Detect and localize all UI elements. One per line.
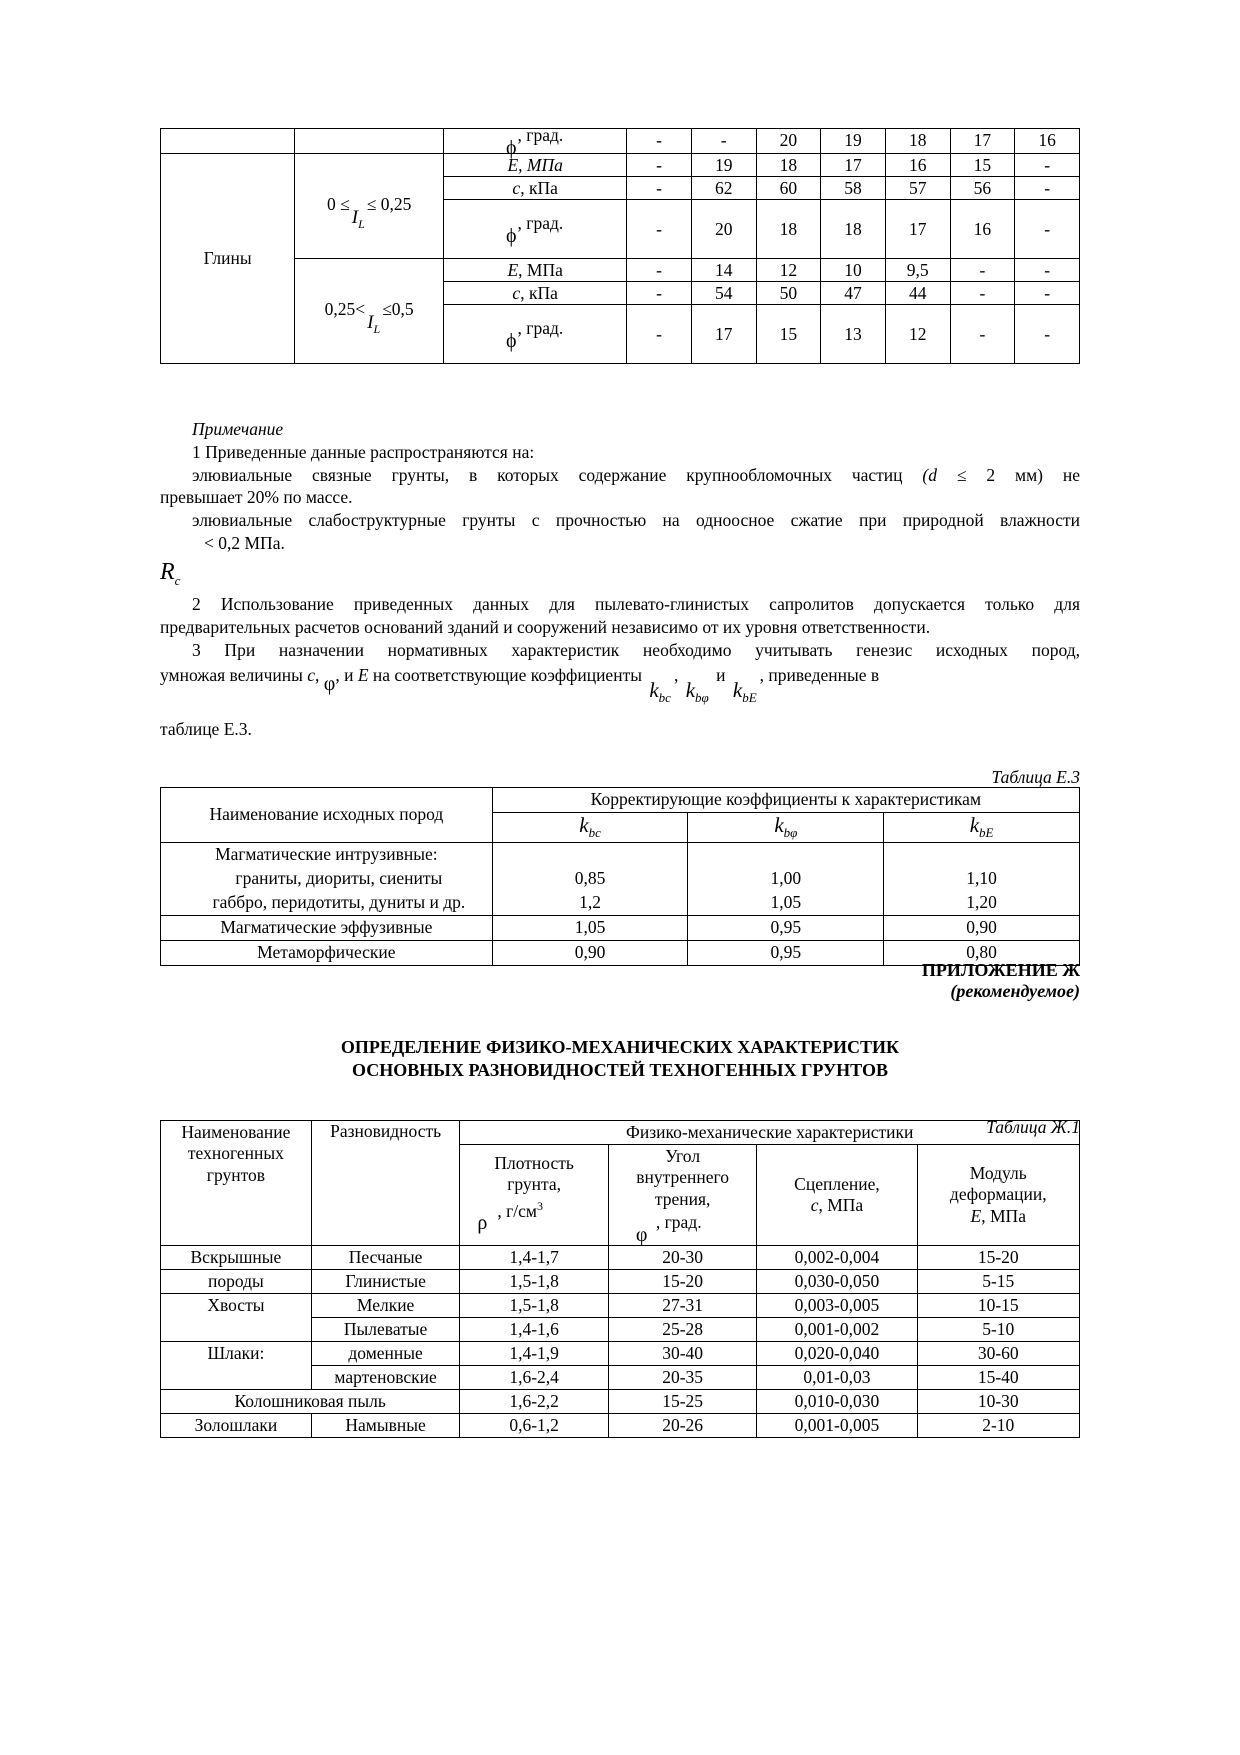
phi-unit: , град. [517,318,564,339]
cell-value: 12 [885,305,950,364]
cell-soil-name: Глины [161,154,295,364]
cell-value: 58 [821,177,886,200]
cell-characteristic: c, кПа [444,177,627,200]
note-item-1: 1 Приведенные данные распространяются на: [192,441,535,462]
table-row [161,1390,1080,1414]
cell-density: 1,6-2,2 [460,1390,609,1414]
cell-density: 1,5-1,8 [460,1270,609,1294]
rc-symbol: $R_c$ [160,558,181,588]
cell-k-bc: 0,85 [492,867,688,891]
il-symbol: $I_L$ [367,312,381,337]
cell-cohesion: 0,01-0,03 [757,1366,917,1390]
rc-subscript: c [174,572,181,588]
cell-angle: 20-26 [608,1414,757,1438]
cell-rock-name: Магматические интрузивные: [161,842,493,867]
cell-k-bE: 1,20 [884,891,1080,916]
cell-k-bphi: 1,05 [688,891,884,916]
cell-rock-name: габбро, перидотиты, дуниты и др. [161,891,493,916]
cell-value: 60 [756,177,821,200]
note-item-1a-line2: превышает 20% по массе. [160,487,353,508]
table-row [161,154,1080,177]
cell-value: - [627,200,692,259]
cell-cohesion: 0,002-0,004 [757,1246,917,1270]
cell-value: - [950,259,1015,282]
cell-value: 47 [821,282,886,305]
cell-value: 18 [756,154,821,177]
cell-k-bc: 0,90 [492,940,688,965]
cell-value: 54 [691,282,756,305]
cell-value: 50 [756,282,821,305]
cell-value: - [1015,200,1080,259]
phi-symbol: ϕ [506,330,517,353]
note-item-3-line1: 3 При назначении нормативных характеристик необходимо учитывать генезис исходных пород, [192,639,1080,660]
cell-value: - [627,129,692,154]
cell-value: 13 [821,305,886,364]
cell-density: 1,4-1,6 [460,1318,609,1342]
table-row [161,129,1080,154]
cell-cohesion: 0,001-0,002 [757,1318,917,1342]
appendix-title-line2: ОСНОВНЫХ РАЗНОВИДНОСТЕЙ ТЕХНОГЕННЫХ ГРУНТОВ [352,1060,888,1081]
cell-soil-name: Золошлаки [161,1414,312,1438]
k-bE-symbol: $k_{bE}$ [732,678,757,706]
cell-value: - [627,177,692,200]
cell-value: 17 [950,129,1015,154]
phi-symbol: ϕ [506,225,517,248]
cell-value: - [627,259,692,282]
cell-soil-name: Шлаки: [161,1342,312,1390]
table-row [161,1270,1080,1294]
cell-cohesion: 0,001-0,005 [757,1414,917,1438]
appendix-heading-block [160,960,1080,1138]
soil-characteristics-table [160,125,1080,364]
cell-soil-name: Хвосты [161,1294,312,1342]
cell-value: 20 [756,129,821,154]
cell-value: 15 [756,305,821,364]
phi-symbol: φ [635,1224,648,1247]
cell-value: 56 [950,177,1015,200]
table-zh1 [160,1120,1080,1438]
phi-unit: , град. [517,125,564,145]
cell-value: - [950,305,1015,364]
table-row [161,1342,1080,1366]
header-density: Плотность грунта, ρ , $г/см^3$ [460,1145,609,1246]
cell-rock-name: Магматические эффузивные [161,915,493,940]
cell-cohesion: 0,003-0,005 [757,1294,917,1318]
note-item-1b-line1: элювиальные слабоструктурные грунты с прочностью на одноосное сжатие при природной влажности [192,510,1080,530]
cell-characteristic: E, МПа [444,259,627,282]
cell-density: 1,4-1,7 [460,1246,609,1270]
cell-k-bE: 0,80 [884,940,1080,965]
cell-value: 18 [756,200,821,259]
cell-variety: доменные [311,1342,460,1366]
note-item-1b-line2: < 0,2 МПа. [204,532,285,553]
cell-value: 18 [885,129,950,154]
header-variety: Разновидность [311,1121,460,1246]
cell-value: 19 [821,129,886,154]
cell-value: 16 [950,200,1015,259]
cell-characteristic: E, МПа [444,154,627,177]
cell-cohesion: 0,010-0,030 [757,1390,917,1414]
cell-k-bc: 1,2 [492,891,688,916]
cell-k-bphi: 0,95 [688,915,884,940]
cell-value: 20 [691,200,756,259]
cell-value: 62 [691,177,756,200]
cell-value: 19 [691,154,756,177]
cell-soil-name: Вскрышные [161,1246,312,1270]
cell-angle: 15-25 [608,1390,757,1414]
cell-value: 17 [885,200,950,259]
header-deformation-modulus: Модуль деформации, E, МПа [917,1145,1079,1246]
table-row [161,1294,1080,1318]
table-row [161,1414,1080,1438]
cell-value: 12 [756,259,821,282]
header-cohesion: Сцепление, c, МПа [757,1145,917,1246]
cell-variety: Мелкие [311,1294,460,1318]
appendix-title-line1: ОПРЕДЕЛЕНИЕ ФИЗИКО-МЕХАНИЧЕСКИХ ХАРАКТЕРИСТИК [340,1037,900,1057]
cell-value: 15 [950,154,1015,177]
cell-density: 1,4-1,9 [460,1342,609,1366]
cell-value: 9,5 [885,259,950,282]
cell-characteristic-phi [444,125,627,159]
table-row [161,867,1080,891]
technogenic-soils-table [160,1120,1080,1438]
cell-value: - [1015,154,1080,177]
cell-modulus: 5-10 [917,1318,1079,1342]
cell-soil-name: породы [161,1270,312,1294]
cell-value: 18 [821,200,886,259]
note-block [160,418,1080,789]
cell-k-bphi: 1,00 [688,867,884,891]
cell-characteristic-phi [444,305,627,364]
cell-characteristic: c, кПа [444,282,627,305]
cell-empty-name [161,129,295,154]
cell-il-range: $0,25<I_L\le 0,5$ [295,259,444,364]
cell-value: 16 [1015,129,1080,154]
cell-k-bc: 1,05 [492,915,688,940]
note-item-1a-line1: элювиальные связные грунты, в которых содержание крупнообломочных частиц (d ≤ 2 мм) не [192,464,1080,485]
cell-value: 10 [821,259,886,282]
cell-characteristic-phi [444,200,627,259]
cell-value: - [1015,177,1080,200]
table-row [161,891,1080,916]
k-bphi-symbol: $k_{b\varphi}$ [685,678,709,706]
cell-variety: Пылеватые [311,1318,460,1342]
cell-modulus: 30-60 [917,1342,1079,1366]
table-row [161,259,1080,282]
cell-soil-name: Колошниковая пыль [161,1390,460,1414]
cell-k-bphi: 0,95 [688,940,884,965]
header-soil-name: Наименование техногенных грунтов [161,1121,312,1246]
cell-variety: Глинистые [311,1270,460,1294]
cell-variety: мартеновские [311,1366,460,1390]
cell-empty-range [295,129,444,154]
table-row [161,1246,1080,1270]
table-zh1-caption: Таблица Ж.1 [986,1116,1080,1137]
note-item-3-line3: таблице Е.3. [160,718,252,739]
cell-variety: Песчаные [311,1246,460,1270]
cell-k-bphi [688,842,884,867]
note-item-3-line2: умножая величины c, φ, и E на соответствующие коэффициенты $k_{bc}$, $k_{b\varphi}$ и $k_{bE}$, приведенные в [160,665,880,706]
cell-variety: Намывные [311,1414,460,1438]
cell-value: - [627,154,692,177]
note-rc-symbol-line [160,557,1080,590]
cell-angle: 20-30 [608,1246,757,1270]
table-e3 [160,787,1080,966]
header-k-bE: $k_{bE}$ [884,813,1080,843]
cell-angle: 25-28 [608,1318,757,1342]
header-coefficients-group: Корректирующие коэффициенты к характеристикам [492,788,1079,813]
phi-unit: , град. [517,213,564,234]
cell-angle: 15-20 [608,1270,757,1294]
cell-value: 14 [691,259,756,282]
appendix-title [160,1036,1080,1083]
cell-rock-name: Метаморфические [161,940,493,965]
cell-value: - [627,282,692,305]
k-bc-symbol: $k_{bc}$ [649,678,671,706]
cell-il-range: $0 \le I_L\le 0,25$ [295,154,444,259]
cell-value: - [627,305,692,364]
rho-symbol: ρ [477,1212,488,1235]
cell-angle: 27-31 [608,1294,757,1318]
cell-value: - [691,129,756,154]
phi-symbol: φ [323,673,336,696]
appendix-name: ПРИЛОЖЕНИЕ Ж [921,960,1080,980]
note-item-2-line2: предварительных расчетов оснований зданий и сооружений независимо от их уровня ответственности. [160,616,931,637]
header-k-bc: $k_{bc}$ [492,813,688,843]
cell-modulus: 15-20 [917,1246,1079,1270]
cell-density: 1,5-1,8 [460,1294,609,1318]
header-friction-angle: Угол внутреннего трения, φ , град. [608,1145,757,1246]
header-k-bphi: $k_{b\varphi}$ [688,813,884,843]
cell-cohesion: 0,030-0,050 [757,1270,917,1294]
cell-k-bc [492,842,688,867]
cell-modulus: 5-15 [917,1270,1079,1294]
cell-k-bE [884,842,1080,867]
cell-modulus: 10-15 [917,1294,1079,1318]
table-row [161,842,1080,867]
cell-modulus: 2-10 [917,1414,1079,1438]
cell-value: 16 [885,154,950,177]
il-symbol: $I_L$ [351,207,365,232]
cell-k-bE: 0,90 [884,915,1080,940]
cell-density: 1,6-2,4 [460,1366,609,1390]
cell-modulus: 15-40 [917,1366,1079,1390]
table-header-row [161,1121,1080,1145]
header-source-rocks: Наименование исходных пород [161,788,493,843]
table-row [161,915,1080,940]
cell-value: - [1015,305,1080,364]
appendix-kind: (рекомендуемое) [950,981,1080,1001]
table-header-row [161,788,1080,813]
phi-symbol: ϕ [506,137,517,159]
table-e3-caption: Таблица Е.3 [991,767,1080,788]
cell-value: - [950,282,1015,305]
table-e2-fragment [160,125,1080,364]
header-characteristics-group: Физико-механические характеристики [460,1121,1080,1145]
cell-value: - [1015,259,1080,282]
cell-value: 17 [821,154,886,177]
cell-angle: 20-35 [608,1366,757,1390]
cell-value: 17 [691,305,756,364]
cell-density: 0,6-1,2 [460,1414,609,1438]
cell-angle: 30-40 [608,1342,757,1366]
cell-cohesion: 0,020-0,040 [757,1342,917,1366]
cell-value: - [1015,282,1080,305]
note-item-2-line1: 2 Использование приведенных данных для пылевато-глинистых сапролитов допускается только для [192,594,1080,615]
note-title: Примечание [192,419,284,439]
cell-k-bE: 1,10 [884,867,1080,891]
correction-coefficients-table [160,787,1080,966]
cell-value: 44 [885,282,950,305]
cell-modulus: 10-30 [917,1390,1079,1414]
cell-value: 57 [885,177,950,200]
cell-rock-name: граниты, диориты, сиениты [161,867,493,891]
